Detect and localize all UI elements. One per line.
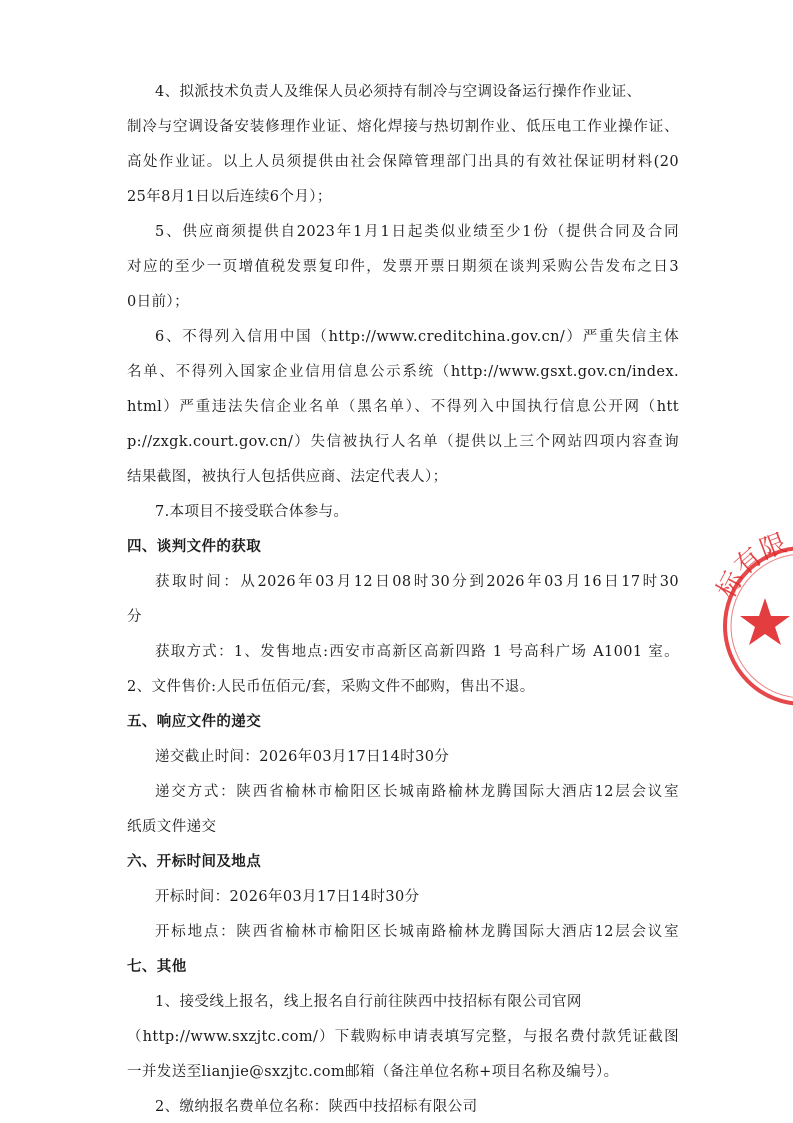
text-line: 开标地点：陕西省榆林市榆阳区长城南路榆林龙腾国际大酒店12层会议室 xyxy=(155,924,679,940)
text-line: 2、缴纳报名费单位名称：陕西中技招标有限公司 xyxy=(155,1099,478,1115)
text-line: 高处作业证。以上人员须提供由社会保障管理部门出具的有效社保证明材料(20 xyxy=(127,154,679,170)
text-line: 递交截止时间：2026年03月17日14时30分 xyxy=(155,749,450,765)
text-line: 0日前）； xyxy=(127,294,189,310)
seal-star-icon xyxy=(740,598,790,645)
text-line: 25年8月1日以后连续6个月）； xyxy=(127,189,332,205)
text-line: html）严重违法失信企业名单（黑名单）、不得列入中国执行信息公开网（htt xyxy=(127,399,679,415)
text-line: 制冷与空调设备安装修理作业证、熔化焊接与热切割作业、低压电工作业操作证、 xyxy=(127,119,679,135)
text-line: 名单、不得列入国家企业信用信息公示系统（http://www.gsxt.gov.cn/index. xyxy=(127,364,679,380)
text-line: （http://www.sxzjtc.com/）下载购标申请表填写完整，与报名费付款凭证截图 xyxy=(127,1029,679,1045)
text-line: 一并发送至lianjie@sxzjtc.com邮箱（备注单位名称+项目名称及编号）。 xyxy=(127,1064,619,1080)
text-line: 对应的至少一页增值税发票复印件，发票开票日期须在谈判采购公告发布之日3 xyxy=(127,259,679,275)
text-line: 4、拟派技术负责人及维保人员必须持有制冷与空调设备运行操作作业证、 xyxy=(155,84,642,100)
section-heading: 四、谈判文件的获取 xyxy=(127,539,262,555)
text-line: 递交方式：陕西省榆林市榆阳区长城南路榆林龙腾国际大酒店12层会议室 xyxy=(155,784,679,800)
text-line: 5、供应商须提供自2023年1月1日起类似业绩至少1份（提供合同及合同 xyxy=(155,224,679,240)
text-line: 结果截图，被执行人包括供应商、法定代表人）； xyxy=(127,469,448,485)
section-heading: 六、开标时间及地点 xyxy=(127,854,262,870)
text-line: 开标时间：2026年03月17日14时30分 xyxy=(155,889,420,905)
text-line: 分 xyxy=(127,609,142,625)
text-line: 获取时间：从2026年03月12日08时30分到2026年03月16日17时30 xyxy=(155,574,679,590)
text-line: 1、接受线上报名，线上报名自行前往陕西中技招标有限公司官网 xyxy=(155,994,582,1010)
text-line: 2、文件售价:人民币伍佰元/套，采购文件不邮购，售出不退。 xyxy=(127,679,535,695)
text-line: p://zxgk.court.gov.cn/）失信被执行人名单（提供以上三个网站四项内容查询 xyxy=(127,434,679,450)
text-line: 6、不得列入信用中国（http://www.creditchina.gov.cn/）严重失信主体 xyxy=(155,329,679,345)
section-heading: 五、响应文件的递交 xyxy=(127,714,262,730)
text-line: 7.本项目不接受联合体参与。 xyxy=(155,504,349,520)
section-heading: 七、其他 xyxy=(127,959,187,975)
svg-text:标有限: 标有限 xyxy=(711,528,791,604)
text-line: 纸质文件递交 xyxy=(127,819,217,835)
company-seal-stamp xyxy=(711,528,793,708)
text-line: 获取方式：1、发售地点:西安市高新区高新四路 1 号高科广场 A1001 室。 xyxy=(155,644,679,660)
